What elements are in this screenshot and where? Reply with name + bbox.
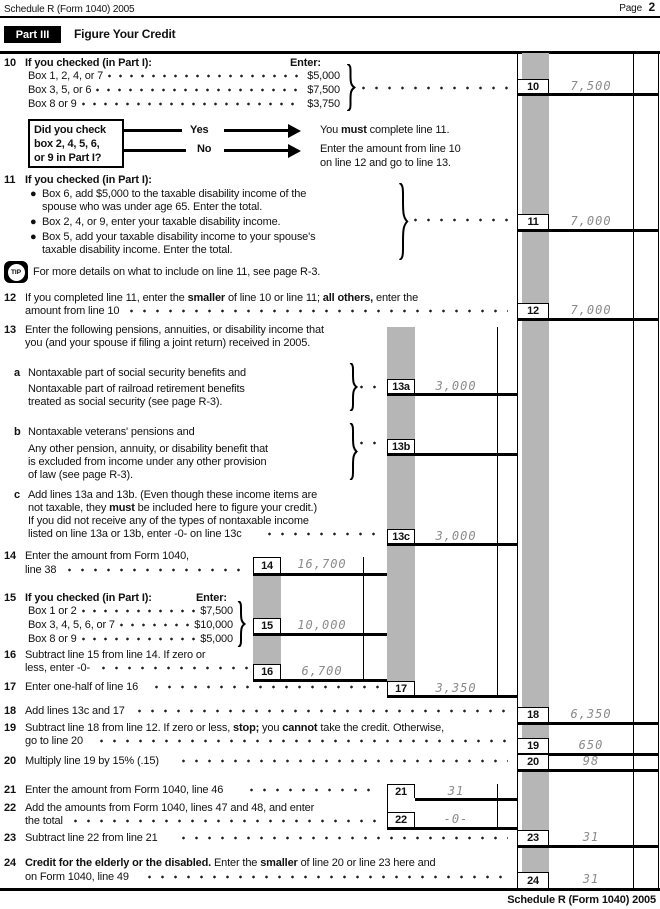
text-segment: enter the (373, 292, 419, 304)
line23-text: Subtract line 22 from line 21 (25, 832, 158, 844)
row-underline (387, 695, 517, 698)
dotted-leader (100, 739, 508, 743)
line13b-text-line3: is excluded from income under any other provision (28, 456, 267, 468)
line15-option-row (28, 605, 233, 617)
line21-text: Enter the amount from Form 1040, line 46 (25, 784, 224, 796)
decision-line: Did you check (34, 124, 106, 136)
line15-option-row (28, 633, 233, 645)
yes-arrow-icon (288, 124, 301, 138)
line13a-text-line1: Nontaxable part of social security benefits and (28, 367, 246, 379)
dotted-leader (360, 385, 385, 389)
line13c-box-number: 13c (387, 529, 415, 543)
row-underline (517, 318, 658, 321)
dotted-leader (108, 74, 302, 78)
line21-amount-field[interactable]: 31 (447, 783, 465, 798)
line13-text-line2: you (and your spouse if filing a joint return) received in 2005. (25, 337, 311, 349)
line13b-amount-field[interactable] (415, 438, 497, 453)
line13c-amount-field[interactable]: 3,000 (435, 528, 477, 543)
no-result-text-line2: on line 12 and go to line 13. (320, 157, 451, 169)
line10-number: 10 (4, 57, 16, 69)
line10-option-amount: $5,000 (307, 70, 340, 82)
row-underline (253, 633, 387, 636)
line14-text-line2: line 38 (25, 564, 57, 576)
text-segment: You (320, 124, 342, 136)
text-segment: take the credit. Otherwise, (317, 722, 445, 734)
decision-line: box 2, 4, 5, 6, (34, 138, 100, 150)
line19-number: 19 (4, 722, 16, 734)
line13-number: 13 (4, 324, 16, 336)
no-label: No (197, 143, 212, 155)
line10-option-row (28, 70, 340, 82)
line12-text-line1 (25, 292, 418, 305)
page-number: 2 (648, 0, 655, 14)
line12-number: 12 (4, 292, 16, 304)
yes-result-text (320, 124, 449, 137)
line11-bullet3-line2: taxable disability income. Enter the total. (42, 244, 233, 256)
main-cents-divider (633, 53, 634, 888)
line13c-text-line4: listed on line 13a or 13b, enter -0- on line 13c (28, 528, 242, 540)
row-underline (387, 453, 517, 456)
line13c-text-line1: Add lines 13a and 13b. (Even though these income items are (28, 489, 318, 501)
line16-text-line2: less, enter -0- (25, 662, 90, 674)
dotted-leader (68, 568, 248, 572)
text-segment-bold: all others, (322, 292, 374, 304)
line17-number: 17 (4, 681, 16, 693)
dotted-leader (120, 623, 189, 627)
line15-option-label: Box 3, 4, 5, 6, or 7 (28, 619, 115, 631)
line13a-amount-field[interactable]: 3,000 (435, 378, 477, 393)
dotted-leader (250, 788, 380, 792)
line22-box-number: 22 (387, 812, 415, 827)
no-arrow-icon (288, 144, 301, 158)
row-underline (517, 93, 658, 96)
text-segment-bold: stop; (233, 722, 260, 734)
part-iii-rule (0, 51, 660, 54)
line20-box-number: 20 (517, 754, 549, 769)
line11-bullet1-line2: spouse who was under age 65. Enter the total. (42, 201, 263, 213)
line10-amount-field[interactable]: 7,500 (570, 78, 612, 93)
line14-number: 14 (4, 550, 16, 562)
no-connector-line (124, 149, 186, 152)
curly-brace (397, 183, 409, 260)
line18-text: Add lines 13c and 17 (25, 705, 125, 717)
row-underline (517, 722, 658, 725)
line12-text-line2: amount from line 10 (25, 305, 120, 317)
row-underline (253, 573, 387, 576)
line19-text-line1 (25, 722, 444, 735)
line15-option-amount: $10,000 (194, 619, 233, 631)
text-segment-bold: must (341, 124, 367, 136)
text-segment-bold: smaller (187, 292, 226, 304)
bullet-icon: ● (30, 231, 37, 243)
line23-box-number: 23 (517, 830, 549, 845)
line14-text-line1: Enter the amount from Form 1040, (25, 550, 189, 562)
line10-question: If you checked (in Part I): (25, 57, 152, 69)
text-segment: complete line 11. (366, 124, 450, 136)
text-segment-bold: smaller (260, 857, 298, 869)
line11-bullet2: Box 2, 4, or 9, enter your taxable disability income. (42, 216, 281, 228)
dotted-leader (182, 759, 508, 763)
row-underline (387, 393, 517, 396)
line10-option-row (28, 84, 340, 96)
row-underline (517, 769, 658, 772)
line12-box-number: 12 (517, 303, 549, 318)
dotted-leader (182, 836, 508, 840)
dotted-leader (82, 102, 303, 106)
line24-box-number: 24 (517, 872, 549, 888)
line17-amount-field[interactable]: 3,350 (435, 680, 477, 695)
line13b-text-line4: of law (see page R-3). (28, 469, 133, 481)
line11-bullet1-line1: Box 6, add $5,000 to the taxable disability income of the (42, 188, 307, 200)
yes-connector-line (124, 129, 182, 132)
line19-amount-field[interactable]: 650 (578, 737, 604, 752)
text-segment: Enter the (211, 857, 261, 869)
line19-text-line2: go to line 20 (25, 735, 83, 747)
dotted-leader (362, 86, 510, 90)
line15-option-amount: $7,500 (200, 605, 233, 617)
line15-box-number: 15 (253, 618, 281, 633)
yes-label: Yes (190, 124, 209, 136)
bullet-icon: ● (30, 216, 37, 228)
row-underline (387, 827, 517, 830)
bullet-icon: ● (30, 188, 37, 200)
inner-a-cents-divider (497, 327, 498, 695)
line11-bullet3-line1: Box 5, add your taxable disability income to your spouse's (42, 231, 316, 243)
text-segment-bold: Credit for the elderly or the disabled. (25, 857, 212, 869)
line21-number: 21 (4, 784, 16, 796)
line20-number: 20 (4, 755, 16, 767)
line15-option-amount: $5,000 (200, 633, 233, 645)
line24-amount-field[interactable]: 31 (582, 872, 600, 886)
line11-number: 11 (4, 174, 16, 186)
line10-option-label: Box 8 or 9 (28, 98, 77, 110)
line16-box-number: 16 (253, 664, 281, 679)
line22-text-line1: Add the amounts from Form 1040, lines 47 and 48, and enter (25, 802, 315, 814)
curly-brace (348, 363, 358, 411)
row-underline (415, 798, 517, 801)
text-segment-bold: must (109, 502, 135, 514)
line13a-letter: a (14, 367, 20, 379)
line10-option-amount: $3,750 (307, 98, 340, 110)
line12-amount-field[interactable]: 7,000 (570, 302, 612, 317)
line22-amount-field[interactable]: -0- (443, 811, 469, 826)
text-segment: of line 10 or line 11; (225, 292, 323, 304)
line18-number: 18 (4, 705, 16, 717)
line15-option-row (28, 619, 233, 631)
line22-number: 22 (4, 802, 16, 814)
line11-amount-field[interactable]: 7,000 (570, 213, 612, 228)
line23-number: 23 (4, 832, 16, 844)
line10-option-label: Box 3, 5, or 6 (28, 84, 92, 96)
line13c-text-line2 (28, 502, 317, 515)
dotted-leader (268, 532, 385, 536)
line13a-text-line2: Nontaxable part of railroad retirement benefits (28, 383, 245, 395)
line24-text-line1 (25, 857, 436, 870)
page-label: Page (619, 3, 642, 14)
line16-text-line1: Subtract line 15 from line 14. If zero or (25, 649, 206, 661)
line18-amount-field[interactable]: 6,350 (570, 706, 612, 721)
line15-question: If you checked (in Part I): (25, 592, 152, 604)
line21-box-number: 21 (387, 784, 415, 798)
yes-connector-line (224, 129, 288, 132)
line20-amount-field[interactable]: 98 (582, 753, 600, 768)
line16-amount-field[interactable]: 6,700 (301, 663, 343, 678)
line15-option-label: Box 1 or 2 (28, 605, 77, 617)
text-segment-bold: cannot (282, 722, 318, 734)
line15-number: 15 (4, 592, 16, 604)
dotted-leader (74, 819, 380, 823)
line13b-box-number: 13b (387, 439, 415, 453)
line11-question: If you checked (in Part I): (25, 174, 152, 186)
line14-amount-field[interactable]: 16,700 (297, 557, 347, 571)
dotted-leader (155, 685, 383, 689)
line10-option-label: Box 1, 2, 4, or 7 (28, 70, 104, 82)
curly-brace (345, 64, 356, 111)
row-underline (387, 543, 517, 546)
line10-box-number: 10 (517, 79, 549, 93)
dotted-leader (360, 441, 385, 445)
tip-text: For more details on what to include on line 11, see page R-3. (33, 266, 321, 278)
text-segment: Subtract line 18 from line 12. If zero or less, (25, 722, 234, 734)
text-segment: If you completed line 11, enter the (25, 292, 188, 304)
main-table-right-line (658, 53, 659, 888)
line18-box-number: 18 (517, 707, 549, 722)
text-segment: of line 20 or line 23 here and (297, 857, 436, 869)
decision-line: or 9 in Part I? (34, 152, 102, 164)
form-title-header: Schedule R (Form 1040) 2005 (4, 4, 135, 15)
no-connector-line (224, 149, 288, 152)
line17-text: Enter one-half of line 16 (25, 681, 139, 693)
line13c-text-line3: If you did not receive any of the types of nontaxable income (28, 515, 309, 527)
line15-amount-field[interactable]: 10,000 (297, 617, 347, 632)
dotted-leader (82, 637, 196, 641)
line13b-text-line1: Nontaxable veterans' pensions and (28, 426, 195, 438)
line19-box-number: 19 (517, 738, 549, 753)
line24-text-line2: on Form 1040, line 49 (25, 871, 129, 883)
line10-option-amount: $7,500 (307, 84, 340, 96)
line17-box-number: 17 (387, 681, 415, 695)
curly-brace (348, 423, 358, 480)
footer-form-title: Schedule R (Form 1040) 2005 (507, 894, 656, 906)
dotted-leader (130, 309, 508, 313)
dotted-leader (148, 875, 508, 879)
part-iii-title: Figure Your Credit (74, 27, 176, 41)
line20-text: Multiply line 19 by 15% (.15) (25, 755, 159, 767)
line13-text-line1: Enter the following pensions, annuities, or disability income that (25, 324, 324, 336)
line23-amount-field[interactable]: 31 (582, 829, 600, 844)
line11-box-number: 11 (517, 214, 549, 229)
curly-brace (236, 601, 246, 647)
bottom-rule (0, 888, 660, 891)
line13a-box-number: 13a (387, 379, 415, 393)
row-underline (253, 679, 387, 682)
line15-enter-label: Enter: (196, 592, 227, 604)
line24-number: 24 (4, 857, 16, 869)
line22-text-line2: the total (25, 815, 63, 827)
row-underline (517, 845, 658, 848)
dotted-leader (82, 609, 196, 613)
line10-enter-label: Enter: (290, 57, 321, 69)
dotted-leader (102, 666, 248, 670)
line10-option-row (28, 98, 340, 110)
dotted-leader (414, 218, 510, 222)
dotted-leader (138, 709, 508, 713)
line16-number: 16 (4, 649, 16, 661)
inner-c-cents-divider (497, 784, 498, 827)
text-segment: not taxable, they (28, 502, 110, 514)
dotted-leader (96, 88, 302, 92)
header-rule (0, 16, 660, 18)
row-underline (517, 229, 658, 232)
tip-icon (4, 261, 28, 283)
no-result-text-line1: Enter the amount from line 10 (320, 143, 461, 155)
line15-option-label: Box 8 or 9 (28, 633, 77, 645)
text-segment: be included here to figure your credit.) (134, 502, 317, 514)
part-iii-badge: Part III (4, 26, 61, 43)
line13b-letter: b (14, 426, 21, 438)
line13b-text-line2: Any other pension, annuity, or disability benefit that (28, 443, 268, 455)
line13c-letter: c (14, 489, 20, 501)
tip-icon-label: TIP (8, 264, 25, 281)
line14-box-number: 14 (253, 557, 281, 573)
did-you-check-box (28, 119, 124, 168)
text-segment: you (259, 722, 283, 734)
line13a-text-line3: treated as social security (see page R-3). (28, 396, 223, 408)
